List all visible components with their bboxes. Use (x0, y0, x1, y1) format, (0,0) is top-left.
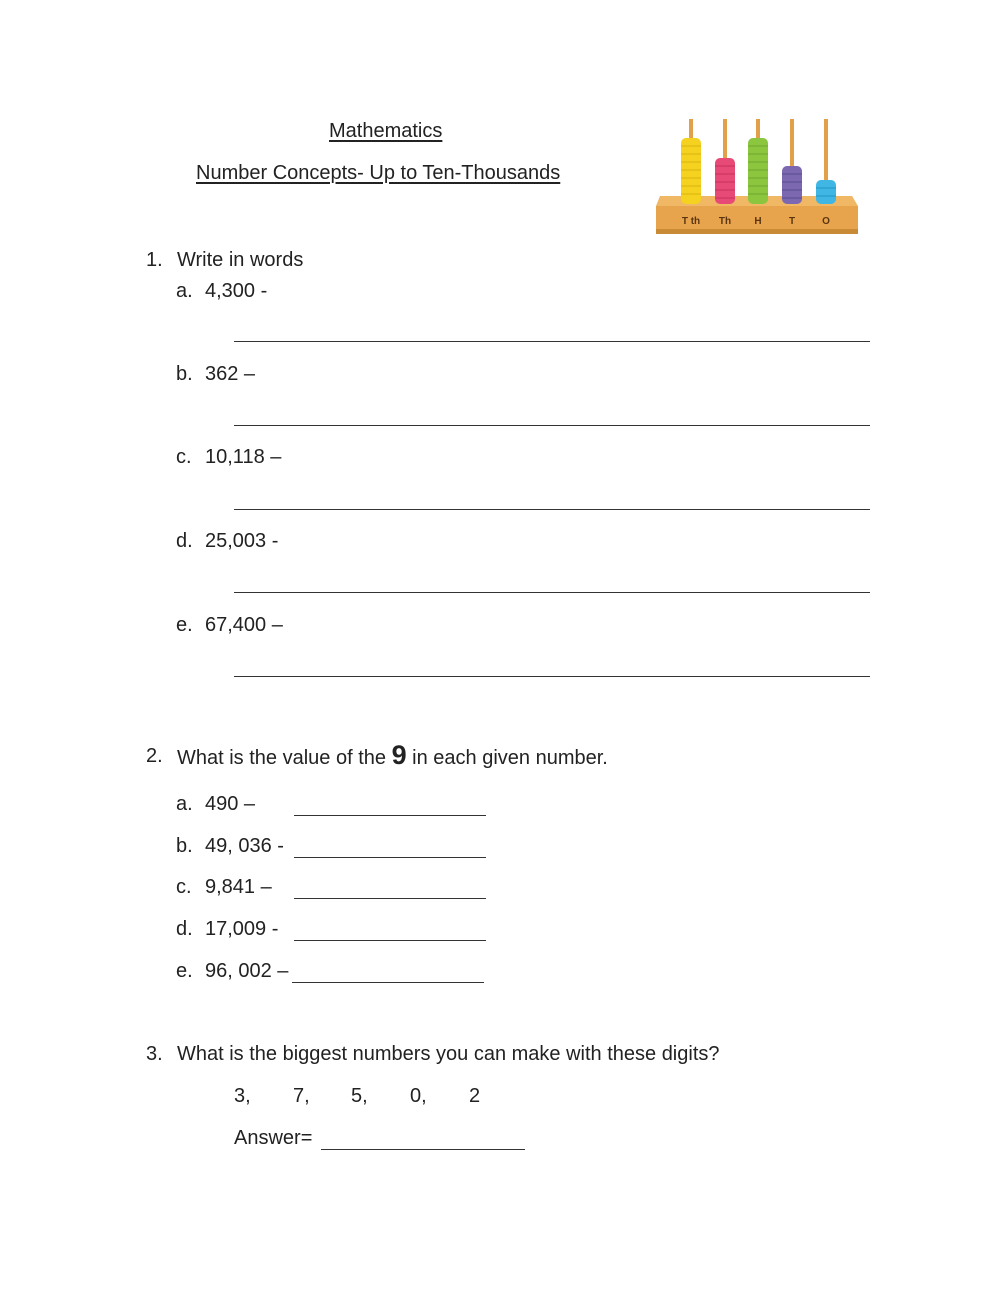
digit: 5, (351, 1085, 368, 1107)
highlight-digit: 9 (391, 740, 407, 770)
abacus-icon (652, 116, 862, 240)
item-number: 4,300 - (205, 280, 268, 302)
answer-line[interactable] (321, 1149, 525, 1150)
answer-line[interactable] (234, 425, 870, 426)
digit: 2 (469, 1085, 481, 1107)
item-number: 490 – (205, 793, 256, 815)
answer-line[interactable] (294, 940, 486, 941)
item-letter: e. (176, 960, 193, 982)
question-text: What is the biggest numbers you can make with these digits? (177, 1043, 720, 1065)
abacus-beads-hundreds (748, 138, 768, 204)
answer-line[interactable] (234, 341, 870, 342)
answer-line[interactable] (234, 592, 870, 593)
item-letter: d. (176, 530, 193, 552)
answer-line[interactable] (292, 982, 484, 983)
item-number: 96, 002 – (205, 960, 289, 982)
question-text (177, 740, 608, 773)
abacus-beads-tens (782, 166, 802, 204)
abacus-label: O (822, 216, 830, 227)
abacus-label: H (754, 216, 762, 227)
question-text-end: in each given number. (412, 747, 608, 769)
digit: 0, (410, 1085, 427, 1107)
item-letter: c. (176, 876, 192, 898)
question-number: 3. (146, 1043, 163, 1065)
abacus-label: T th (681, 216, 701, 227)
item-number: 9,841 – (205, 876, 272, 898)
item-number: 49, 036 - (205, 835, 284, 857)
item-letter: e. (176, 614, 193, 636)
answer-line[interactable] (234, 676, 870, 677)
item-number: 17,009 - (205, 918, 279, 940)
answer-line[interactable] (294, 857, 486, 858)
item-letter: a. (176, 280, 193, 302)
answer-line[interactable] (234, 509, 870, 510)
item-letter: c. (176, 446, 192, 468)
item-letter: b. (176, 363, 193, 385)
item-number: 362 – (205, 363, 256, 385)
item-number: 67,400 – (205, 614, 283, 636)
digit: 3, (234, 1085, 251, 1107)
item-letter: b. (176, 835, 193, 857)
question-number: 2. (146, 745, 163, 767)
item-number: 25,003 - (205, 530, 279, 552)
page-title: Mathematics (329, 120, 443, 142)
question-text: Write in words (177, 249, 304, 271)
page-subtitle: Number Concepts- Up to Ten-Thousands (196, 162, 561, 184)
abacus-beads-tenthousands (681, 138, 701, 204)
question-text-start: What is the value of the (177, 747, 387, 769)
abacus-label: Th (718, 216, 732, 227)
item-letter: d. (176, 918, 193, 940)
answer-line[interactable] (294, 815, 486, 816)
abacus-label: T (788, 216, 796, 227)
abacus-beads-ones (816, 180, 836, 204)
question-number: 1. (146, 249, 163, 271)
item-number: 10,118 – (205, 446, 282, 468)
answer-label: Answer= (234, 1127, 313, 1149)
digit: 7, (293, 1085, 310, 1107)
answer-line[interactable] (294, 898, 486, 899)
abacus-beads-thousands (715, 158, 735, 204)
item-letter: a. (176, 793, 193, 815)
